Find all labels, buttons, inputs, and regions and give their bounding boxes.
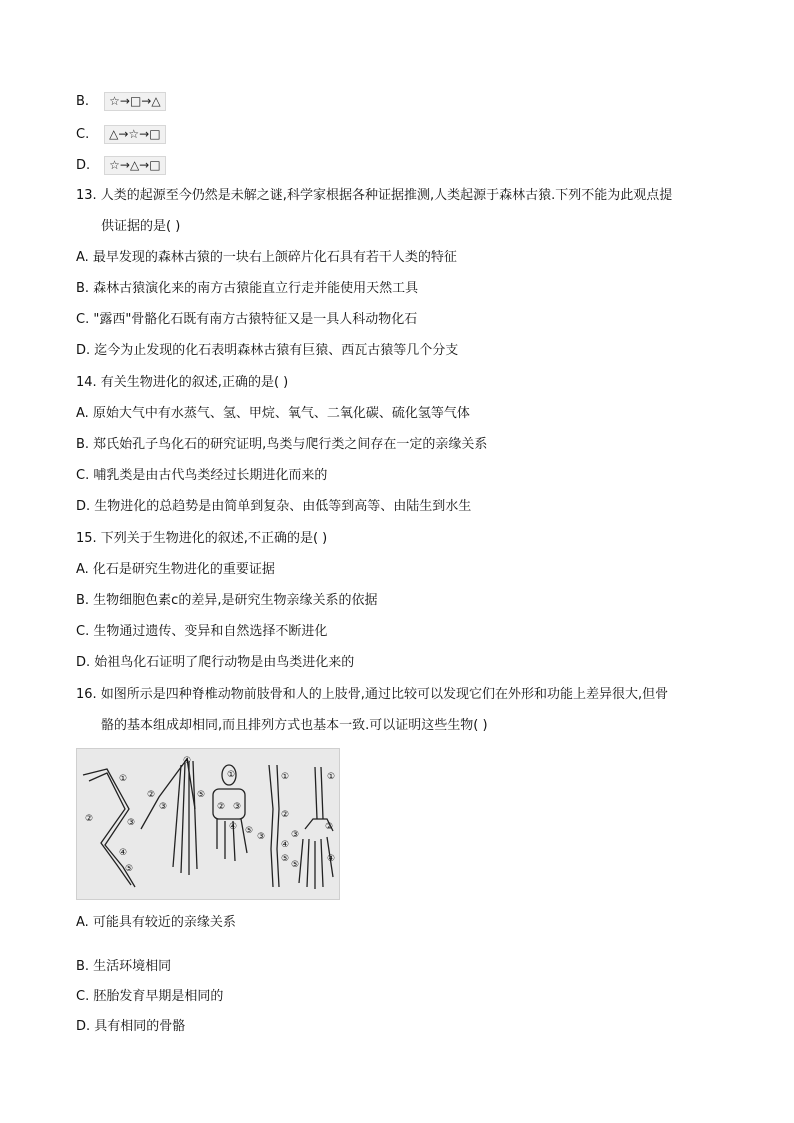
figure-label-human-2: ② xyxy=(325,822,334,832)
figure-label-mole-4: ④ xyxy=(229,822,238,832)
figure-label-1: ① xyxy=(119,774,128,784)
question-14-option-b: B. 郑氏始孔子鸟化石的研究证明,鸟类与爬行类之间存在一定的亲缘关系 xyxy=(76,437,488,452)
figure-label-human-1: ① xyxy=(327,772,336,782)
limb-bones-illustration xyxy=(77,749,339,899)
question-15-stem: 15. 下列关于生物进化的叙述,不正确的是( ) xyxy=(76,531,328,546)
figure-label-human-3: ③ xyxy=(291,830,300,840)
figure-label-mole-2: ② xyxy=(217,802,226,812)
question-13-option-d: D. 迄今为止发现的化石表明森林古猿有巨猿、西瓦古猿等几个分支 xyxy=(76,343,459,358)
figure-label-horse-5: ⑤ xyxy=(281,854,290,864)
question-15-option-c: C. 生物通过遗传、变异和自然选择不断进化 xyxy=(76,624,328,639)
figure-label-bat-4: ④ xyxy=(183,756,192,766)
figure-label-mole-5: ⑤ xyxy=(245,826,254,836)
question-16-option-b: B. 生活环境相同 xyxy=(76,959,172,974)
question-14-stem: 14. 有关生物进化的叙述,正确的是( ) xyxy=(76,375,289,390)
figure-label-horse-2: ② xyxy=(281,810,290,820)
symbol-sequence-b: ☆→□→△ xyxy=(104,92,165,111)
question-13-option-c: C. "露西"骨骼化石既有南方古猿特征又是一具人科动物化石 xyxy=(76,312,418,327)
symbol-sequence-d: ☆→△→□ xyxy=(104,156,165,175)
question-16-stem: 16. 如图所示是四种脊椎动物前肢骨和人的上肢骨,通过比较可以发现它们在外形和功能上差异很大,但骨 xyxy=(76,687,669,702)
figure-label-mole-1: ① xyxy=(227,770,236,780)
question-16-option-a: A. 可能具有较近的亲缘关系 xyxy=(76,915,236,930)
question-13-stem: 13. 人类的起源至今仍然是未解之谜,科学家根据各种证据推测,人类起源于森林古猿.下列不能为此观点提 xyxy=(76,188,673,203)
figure-label-bat-5: ⑤ xyxy=(197,790,206,800)
question-13-option-a: A. 最早发现的森林古猿的一块右上颌碎片化石具有若干人类的特征 xyxy=(76,250,457,265)
option-prev-d: D. ☆→△→□ xyxy=(76,156,166,175)
figure-label-human-5: ⑤ xyxy=(291,860,300,870)
question-16-option-d: D. 具有相同的骨骼 xyxy=(76,1019,186,1034)
figure-label-horse-4: ④ xyxy=(281,840,290,850)
question-13-option-b: B. 森林古猿演化来的南方古猿能直立行走并能使用天然工具 xyxy=(76,281,419,296)
figure-label-3: ③ xyxy=(127,818,136,828)
figure-label-group xyxy=(85,756,335,874)
figure-label-human-4: ④ xyxy=(327,854,336,864)
option-prev-c: C. △→☆→□ xyxy=(76,125,166,144)
figure-label-5: ⑤ xyxy=(125,864,134,874)
symbol-sequence-c: △→☆→□ xyxy=(104,125,165,144)
figure-label-2: ② xyxy=(85,814,94,824)
figure-label-horse-3: ③ xyxy=(257,832,266,842)
question-14-option-d: D. 生物进化的总趋势是由简单到复杂、由低等到高等、由陆生到水生 xyxy=(76,499,472,514)
question-14-option-a: A. 原始大气中有水蒸气、氢、甲烷、氧气、二氧化碳、硫化氢等气体 xyxy=(76,406,470,421)
figure-label-horse-1: ① xyxy=(281,772,290,782)
question-15-option-d: D. 始祖鸟化石证明了爬行动物是由鸟类进化来的 xyxy=(76,655,355,670)
question-13-stem-cont: 供证据的是( ) xyxy=(101,219,181,234)
question-14-option-c: C. 哺乳类是由古代鸟类经过长期进化而来的 xyxy=(76,468,328,483)
question-16-stem-cont: 骼的基本组成却相同,而且排列方式也基本一致.可以证明这些生物( ) xyxy=(101,718,488,733)
question-16-option-c: C. 胚胎发育早期是相同的 xyxy=(76,989,224,1004)
question-15-option-b: B. 生物细胞色素c的差异,是研究生物亲缘关系的依据 xyxy=(76,593,378,608)
question-15-option-a: A. 化石是研究生物进化的重要证据 xyxy=(76,562,275,577)
figure-label-bat-3: ③ xyxy=(159,802,168,812)
figure-label-4: ④ xyxy=(119,848,128,858)
figure-label-mole-3: ③ xyxy=(233,802,242,812)
option-prev-b: B. ☆→□→△ xyxy=(76,92,166,111)
figure-label-bat-2: ② xyxy=(147,790,156,800)
limb-bones-figure xyxy=(76,748,340,900)
